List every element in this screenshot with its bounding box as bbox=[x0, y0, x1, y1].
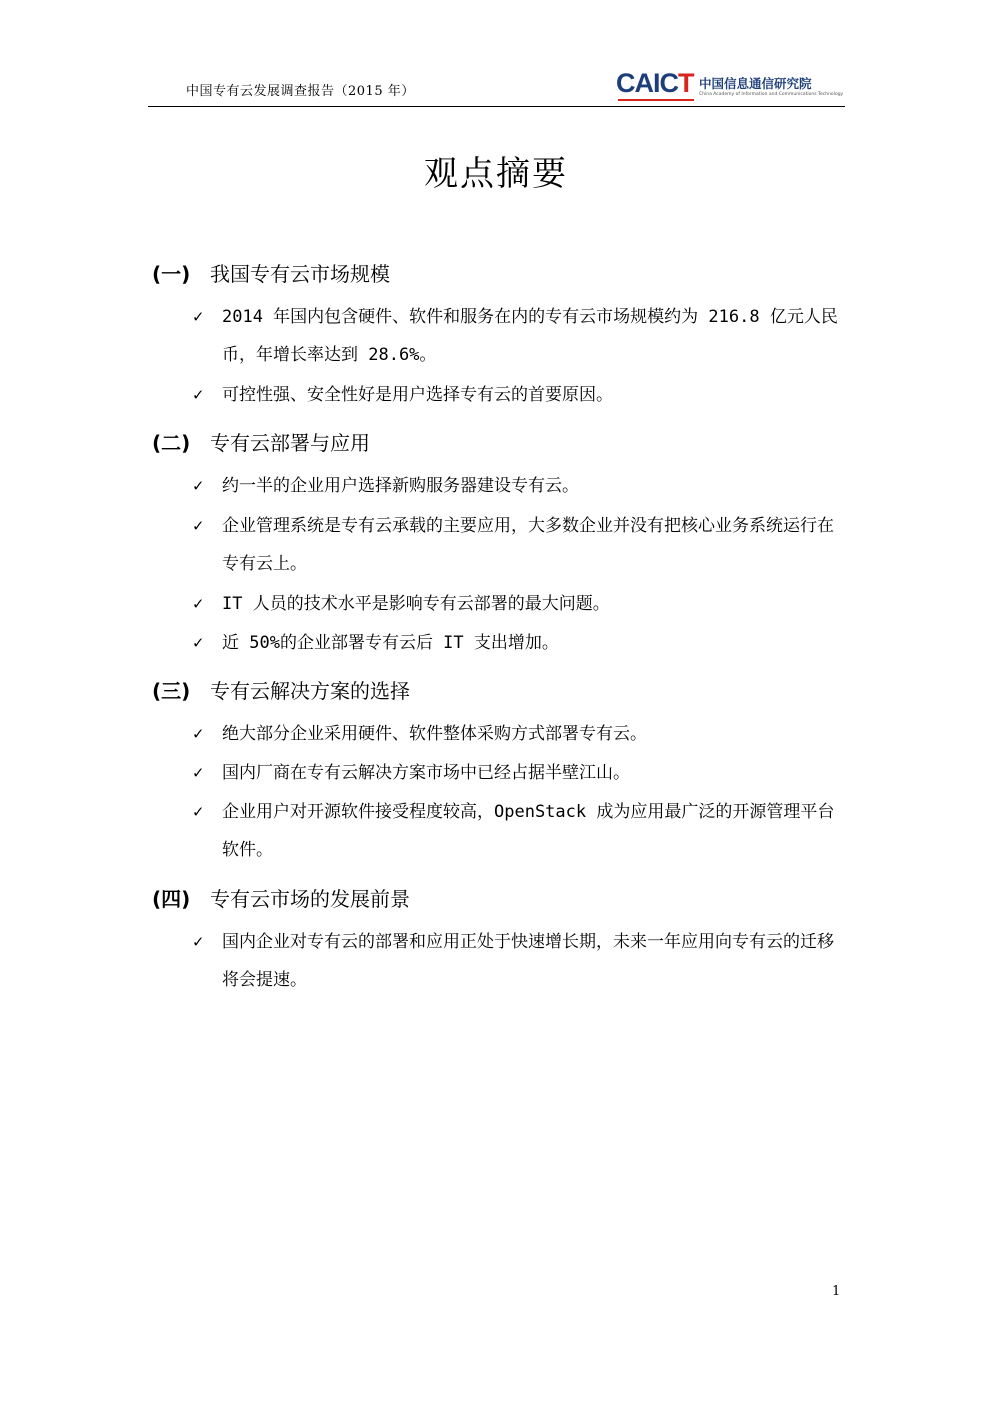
check-icon: ✓ bbox=[193, 763, 204, 783]
bullet-item bbox=[193, 923, 843, 999]
section-number: (三) bbox=[152, 679, 191, 703]
bullet-item bbox=[193, 585, 843, 623]
check-icon: ✓ bbox=[193, 633, 204, 653]
page-title: 观点摘要 bbox=[424, 154, 568, 194]
check-icon: ✓ bbox=[193, 594, 204, 614]
check-icon: ✓ bbox=[193, 724, 204, 744]
bullet-text: 2014 年国内包含硬件、软件和服务在内的专有云市场规模约为 216.8 亿元人民币，年增长率达到 28.6%。 bbox=[222, 307, 838, 365]
caict-logo bbox=[616, 68, 844, 104]
bullet-item bbox=[193, 624, 843, 662]
section-title: 专有云解决方案的选择 bbox=[210, 679, 410, 703]
bullet-text: 可控性强、安全性好是用户选择专有云的首要原因。 bbox=[222, 385, 613, 405]
check-icon: ✓ bbox=[193, 476, 204, 496]
logo-underline bbox=[618, 99, 694, 101]
bullet-text: 企业用户对开源软件接受程度较高，OpenStack 成为应用最广泛的开源管理平台软件。 bbox=[222, 802, 835, 860]
bullet-item bbox=[193, 754, 843, 792]
section-title: 专有云部署与应用 bbox=[210, 431, 370, 455]
check-icon: ✓ bbox=[193, 802, 204, 822]
check-icon: ✓ bbox=[193, 385, 204, 405]
bullet-text: 企业管理系统是专有云承载的主要应用，大多数企业并没有把核心业务系统运行在专有云上。 bbox=[222, 516, 834, 574]
bullet-item bbox=[193, 507, 843, 583]
logo-mark-text: CAICT bbox=[616, 68, 694, 98]
check-icon: ✓ bbox=[193, 307, 204, 327]
section-number: (二) bbox=[152, 431, 191, 455]
section-heading-2 bbox=[152, 427, 370, 456]
page-header bbox=[148, 66, 845, 107]
section-heading-4 bbox=[152, 883, 410, 912]
section-title: 专有云市场的发展前景 bbox=[210, 887, 410, 911]
bullet-item bbox=[193, 298, 843, 374]
section-title: 我国专有云市场规模 bbox=[210, 262, 390, 286]
bullet-text: 约一半的企业用户选择新购服务器建设专有云。 bbox=[222, 476, 579, 496]
section-heading-3 bbox=[152, 675, 410, 704]
logo-org-cn: 中国信息通信研究院 bbox=[699, 76, 812, 91]
bullet-text: 绝大部分企业采用硬件、软件整体采购方式部署专有云。 bbox=[222, 724, 647, 744]
section-number: (一) bbox=[152, 262, 191, 286]
bullet-text: 国内企业对专有云的部署和应用正处于快速增长期，未来一年应用向专有云的迁移将会提速。 bbox=[222, 932, 834, 990]
bullet-item bbox=[193, 376, 843, 414]
check-icon: ✓ bbox=[193, 516, 204, 536]
section-number: (四) bbox=[152, 887, 191, 911]
bullet-text: IT 人员的技术水平是影响专有云部署的最大问题。 bbox=[222, 594, 610, 614]
page-number: 1 bbox=[832, 1284, 841, 1299]
logo-mark bbox=[616, 68, 694, 98]
report-title: 中国专有云发展调查报告（2015 年） bbox=[186, 84, 415, 99]
bullet-text: 近 50%的企业部署专有云后 IT 支出增加。 bbox=[222, 633, 559, 653]
bullet-item bbox=[193, 793, 843, 869]
bullet-item bbox=[193, 715, 843, 753]
bullet-text: 国内厂商在专有云解决方案市场中已经占据半壁江山。 bbox=[222, 763, 630, 783]
check-icon: ✓ bbox=[193, 932, 204, 952]
logo-mark-accent: T bbox=[678, 68, 694, 98]
section-heading-1 bbox=[152, 258, 390, 287]
bullet-item bbox=[193, 467, 843, 505]
logo-org-en: China Academy of Information and Communications Technology bbox=[699, 92, 844, 97]
